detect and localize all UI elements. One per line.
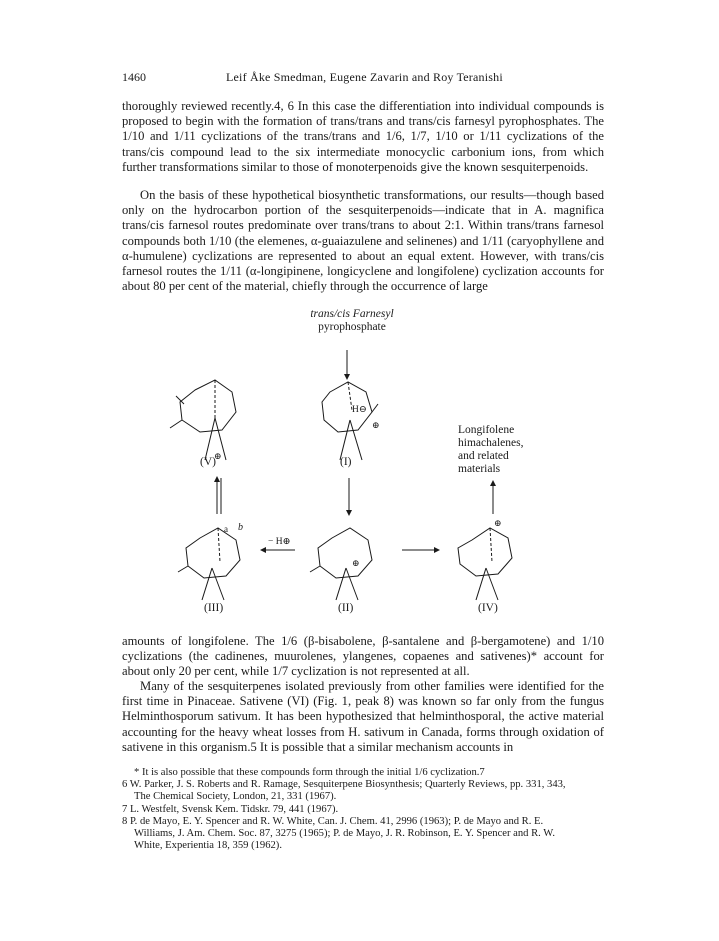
longifolene-line2: himachalenes, bbox=[458, 437, 524, 449]
footnote-7 bbox=[122, 804, 604, 816]
label-II: (II) bbox=[338, 602, 354, 614]
page-number: 1460 bbox=[122, 70, 146, 84]
arrowhead-down-1 bbox=[344, 374, 350, 380]
paragraph-4 bbox=[122, 679, 604, 755]
paragraph-3-text: amounts of longifolene. The 1/6 (β-bisabolene, β-santalene and β-bergamotene) and 1/10 cyclizations (the cadinenes, muurolenes, ylangenes, copaenes and sativenes)* account for about only 20 per cent, while 1/7 cyclization is not represented at all. bbox=[122, 634, 604, 679]
structure-IV bbox=[458, 528, 512, 600]
footnote-star-text: * It is also possible that these compounds form through the initial 1/6 cyclization.7 bbox=[134, 767, 485, 778]
structure-III bbox=[178, 528, 240, 600]
longifolene-line3: and related bbox=[458, 450, 509, 462]
charge-II: ⊕ bbox=[352, 558, 360, 568]
h-charge-I: H⊖ bbox=[352, 405, 367, 415]
paragraph-1-text: thoroughly reviewed recently.4, 6 In this case the differentiation into individual compounds is proposed to begin with the formation of trans/trans and trans/cis farnesyl pyrophosphates. The 1/10 and 1/11 cyclizations of the trans/trans and 1/6, 1/7, 1/10 or 1/11 cyclizations of the trans/cis compound lead to the six intermediate monocyclic carbonium ions, from which further transformations similar to those of monoterpenoids give the known sesquiterpenoids. bbox=[122, 99, 604, 174]
running-authors: Leif Åke Smedman, Eugene Zavarin and Roy Teranishi bbox=[226, 70, 503, 84]
charge-IV: ⊕ bbox=[494, 518, 502, 528]
paragraph-4-text: Many of the sesquiterpenes isolated previously from other families were identified for the first time in Pinaceae. Sativene (VI) (Fig. 1, peak 8) was known so far only from the fungus Helminthosporum sativum. It has been hypothesized that helminthosporal, the active material accounting for the heavy wheat losses from H. sativum in Canada, forms through oxidation of sativene in this organism.5 It is possible that a similar mechanism accounts in bbox=[122, 679, 604, 754]
footnote-7-text: 7 L. Westfelt, Svensk Kem. Tidskr. 79, 441 (1967). bbox=[122, 804, 339, 815]
structure-V bbox=[170, 380, 236, 460]
paragraph-1 bbox=[122, 99, 604, 175]
scheme-drawing bbox=[120, 300, 610, 630]
label-a: a bbox=[224, 524, 228, 534]
label-I: (I) bbox=[340, 456, 352, 468]
paragraph-3 bbox=[122, 634, 604, 680]
running-header bbox=[122, 70, 602, 88]
label-V: (V) bbox=[200, 456, 216, 468]
structure-II bbox=[310, 528, 372, 600]
label-b: b bbox=[238, 522, 243, 533]
minus-h-label: − H⊕ bbox=[268, 537, 291, 547]
longifolene-line1: Longifolene bbox=[458, 424, 515, 436]
paragraph-2 bbox=[122, 188, 604, 294]
label-III: (III) bbox=[204, 602, 224, 614]
paragraph-2-text: On the basis of these hypothetical biosynthetic transformations, our results—though based only on the hydrocarbon portion of the sesquiterpenoids—indicate that in A. magnifica trans/cis farnesol routes predominate over trans/trans to about 2:1. Within trans/trans farnesol compounds both 1/10 (the elemenes, α-guaiazulene and selinenes) and 1/11 (caryophyllene and α-humulene) cyclizations are represented to about an equal extent. However, with trans/cis farnesol routes the 1/11 (α-longipinene, longicyclene and longifolene) cyclization accounts for about 80 per cent of the material, chiefly through the occurrence of large bbox=[122, 188, 604, 294]
footnote-8 bbox=[122, 816, 604, 853]
charge-V: ⊕ bbox=[214, 451, 222, 461]
footnote-8-line2: Williams, J. Am. Chem. Soc. 87, 3275 (1965); P. de Mayo, J. R. Robinson, E. Y. Spencer and R. W. bbox=[134, 828, 555, 840]
footnote-6-line2: The Chemical Society, London, 21, 331 (1967). bbox=[134, 791, 337, 803]
farnesyl-label-line2: pyrophosphate bbox=[318, 321, 386, 333]
footnote-6-line1: 6 W. Parker, J. S. Roberts and R. Ramage, Sesquiterpene Biosynthesis; Quarterly Reviews, pp. 331, 343, bbox=[122, 779, 566, 790]
footnote-8-line1: 8 P. de Mayo, E. Y. Spencer and R. W. White, Can. J. Chem. 41, 2996 (1963); P. de Mayo and R. E. bbox=[122, 816, 544, 827]
charge-I: ⊕ bbox=[372, 420, 380, 430]
farnesyl-label-line1: trans/cis Farnesyl bbox=[310, 308, 394, 320]
footnote-6 bbox=[122, 779, 604, 803]
structure-I bbox=[322, 382, 378, 460]
longifolene-label bbox=[458, 424, 523, 476]
footnote-star bbox=[122, 767, 604, 779]
label-IV: (IV) bbox=[478, 602, 498, 614]
farnesyl-label bbox=[302, 308, 402, 334]
biosynthesis-scheme bbox=[120, 300, 610, 630]
footnote-8-line3: White, Experientia 18, 359 (1962). bbox=[134, 840, 282, 852]
longifolene-line4: materials bbox=[458, 463, 501, 475]
